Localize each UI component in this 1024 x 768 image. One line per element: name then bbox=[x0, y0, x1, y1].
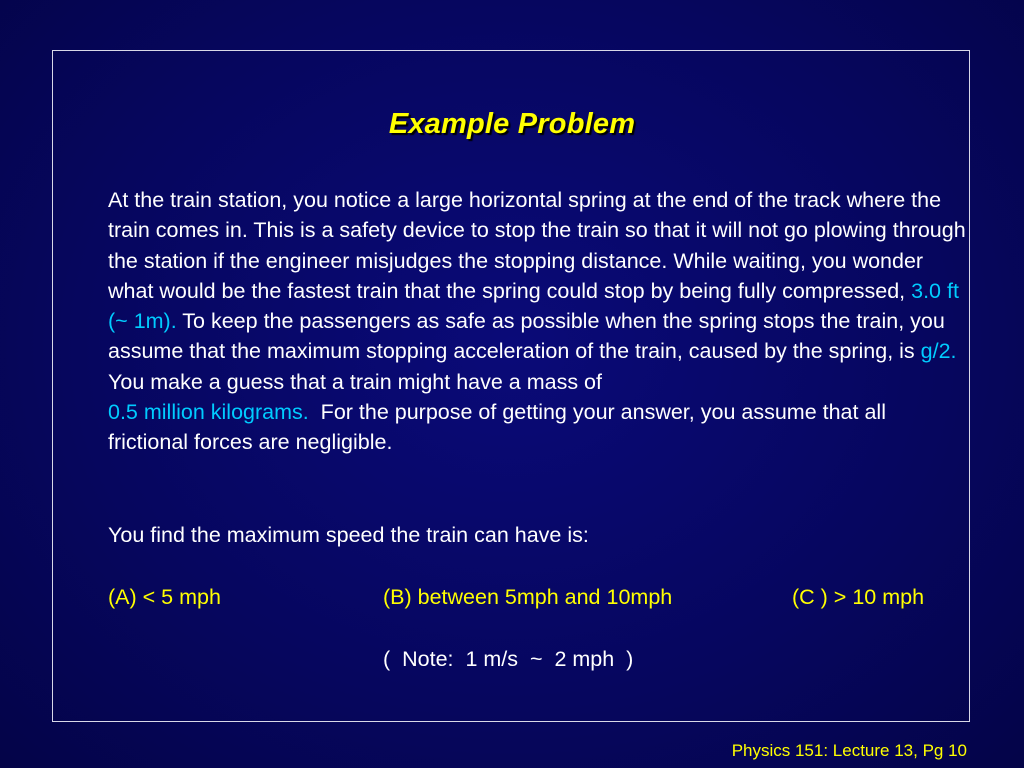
choice-a: (A) < 5 mph bbox=[108, 585, 221, 609]
problem-text-part-3: You make a guess that a train might have a mass of bbox=[108, 369, 602, 394]
highlight-acceleration: g/2. bbox=[920, 339, 957, 364]
question-text: You find the maximum speed the train can have is: bbox=[108, 523, 589, 547]
problem-statement bbox=[108, 185, 968, 458]
problem-text-part-4: For the purpose of getting your answer, you assume that all frictional forces are negligible. bbox=[108, 400, 892, 455]
choice-b: (B) between 5mph and 10mph bbox=[383, 585, 673, 609]
unit-note: ( Note: 1 m/s ~ 2 mph ) bbox=[383, 647, 634, 671]
slide-title: Example Problem bbox=[388, 108, 636, 140]
problem-text-part-2: To keep the passengers as safe as possible when the spring stops the train, you assume that the maximum stopping acceleration of the train, caused by the spring, is bbox=[108, 309, 945, 364]
choice-c: (C ) > 10 mph bbox=[792, 585, 925, 609]
highlight-spring-compression: 3.0 ft (~ 1m). bbox=[108, 278, 959, 334]
highlight-train-mass: 0.5 million kilograms. bbox=[108, 400, 309, 425]
problem-text-part-1: At the train station, you notice a large horizontal spring at the end of the track where the train comes in. This is a safety device to stop the train so that it will not go plowing through the station if the engineer misjudges the stopping distance. While waiting, you wonder what would be the fastest train that the spring could stop by being fully compressed, bbox=[108, 188, 966, 303]
slide-footer: Physics 151: Lecture 13, Pg 10 bbox=[731, 741, 967, 760]
